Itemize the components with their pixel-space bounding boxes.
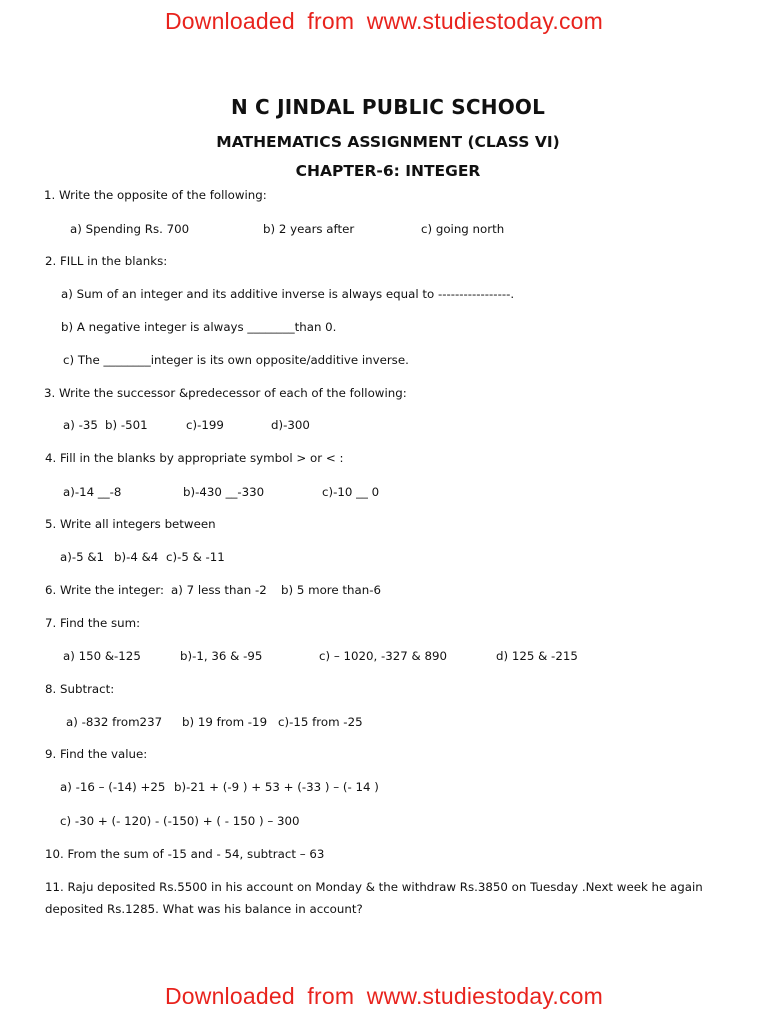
q8-option-b: b) 19 from -19 <box>182 715 268 729</box>
assignment-title: MATHEMATICS ASSIGNMENT (CLASS VI) <box>216 133 560 151</box>
q7-option-b: b)-1, 36 & -95 <box>180 649 263 663</box>
q7-option-a: a) 150 &-125 <box>63 649 141 663</box>
q3-option-c: c)-199 <box>186 418 224 432</box>
question-2: 2. FILL in the blanks: <box>45 254 168 268</box>
q6-option-b: b) 5 more than-6 <box>281 583 381 597</box>
q3-option-d: d)-300 <box>271 418 310 432</box>
q4-option-a: a)-14 __-8 <box>63 485 122 499</box>
q3-option-b: b) -501 <box>105 418 148 432</box>
watermark-bottom[interactable]: Downloaded from www.studiestoday.com <box>164 983 604 1009</box>
q2-option-c: c) The ________integer is its own opposite/additive inverse. <box>63 353 409 367</box>
q4-option-b: b)-430 __-330 <box>183 485 265 499</box>
chapter-title: CHAPTER-6: INTEGER <box>295 162 481 180</box>
question-11-line-1: 11. Raju deposited Rs.5500 in his account on Monday & the withdraw Rs.3850 on Tuesday .Next week he again <box>45 880 703 894</box>
question-10: 10. From the sum of -15 and - 54, subtract – 63 <box>45 847 325 861</box>
q1-option-b: b) 2 years after <box>263 222 355 236</box>
watermark-top[interactable]: Downloaded from www.studiestoday.com <box>164 8 604 34</box>
q4-option-c: c)-10 __ 0 <box>322 485 380 499</box>
q6-option-a: a) 7 less than -2 <box>171 583 267 597</box>
school-name: N C JINDAL PUBLIC SCHOOL <box>230 95 546 119</box>
q5-option-a: a)-5 &1 <box>60 550 105 564</box>
q7-option-d: d) 125 & -215 <box>496 649 578 663</box>
question-8: 8. Subtract: <box>45 682 115 696</box>
question-7: 7. Find the sum: <box>45 616 141 630</box>
q7-option-c: c) – 1020, -327 & 890 <box>319 649 447 663</box>
q9-option-b: b)-21 + (-9 ) + 53 + (-33 ) – (- 14 ) <box>174 780 379 794</box>
question-6: 6. Write the integer: <box>45 583 165 597</box>
question-3: 3. Write the successor &predecessor of each of the following: <box>44 386 407 400</box>
q5-option-b: b)-4 &4 <box>114 550 159 564</box>
q2-option-a: a) Sum of an integer and its additive inverse is always equal to -----------------. <box>61 287 515 301</box>
q2-option-b: b) A negative integer is always ________than 0. <box>61 320 337 334</box>
question-1: 1. Write the opposite of the following: <box>44 188 267 202</box>
q9-option-a: a) -16 – (-14) +25 <box>60 780 166 794</box>
question-4: 4. Fill in the blanks by appropriate symbol > or < : <box>45 451 344 465</box>
question-9: 9. Find the value: <box>45 747 148 761</box>
q8-option-a: a) -832 from237 <box>66 715 163 729</box>
question-5: 5. Write all integers between <box>45 517 216 531</box>
q1-option-c: c) going north <box>421 222 505 236</box>
question-11-line-2: deposited Rs.1285. What was his balance in account? <box>45 902 363 916</box>
q8-option-c: c)-15 from -25 <box>278 715 363 729</box>
q3-option-a: a) -35 <box>63 418 98 432</box>
q5-option-c: c)-5 & -11 <box>166 550 225 564</box>
q1-option-a: a) Spending Rs. 700 <box>70 222 190 236</box>
q9-option-c: c) -30 + (- 120) - (-150) + ( - 150 ) – 300 <box>60 814 300 828</box>
